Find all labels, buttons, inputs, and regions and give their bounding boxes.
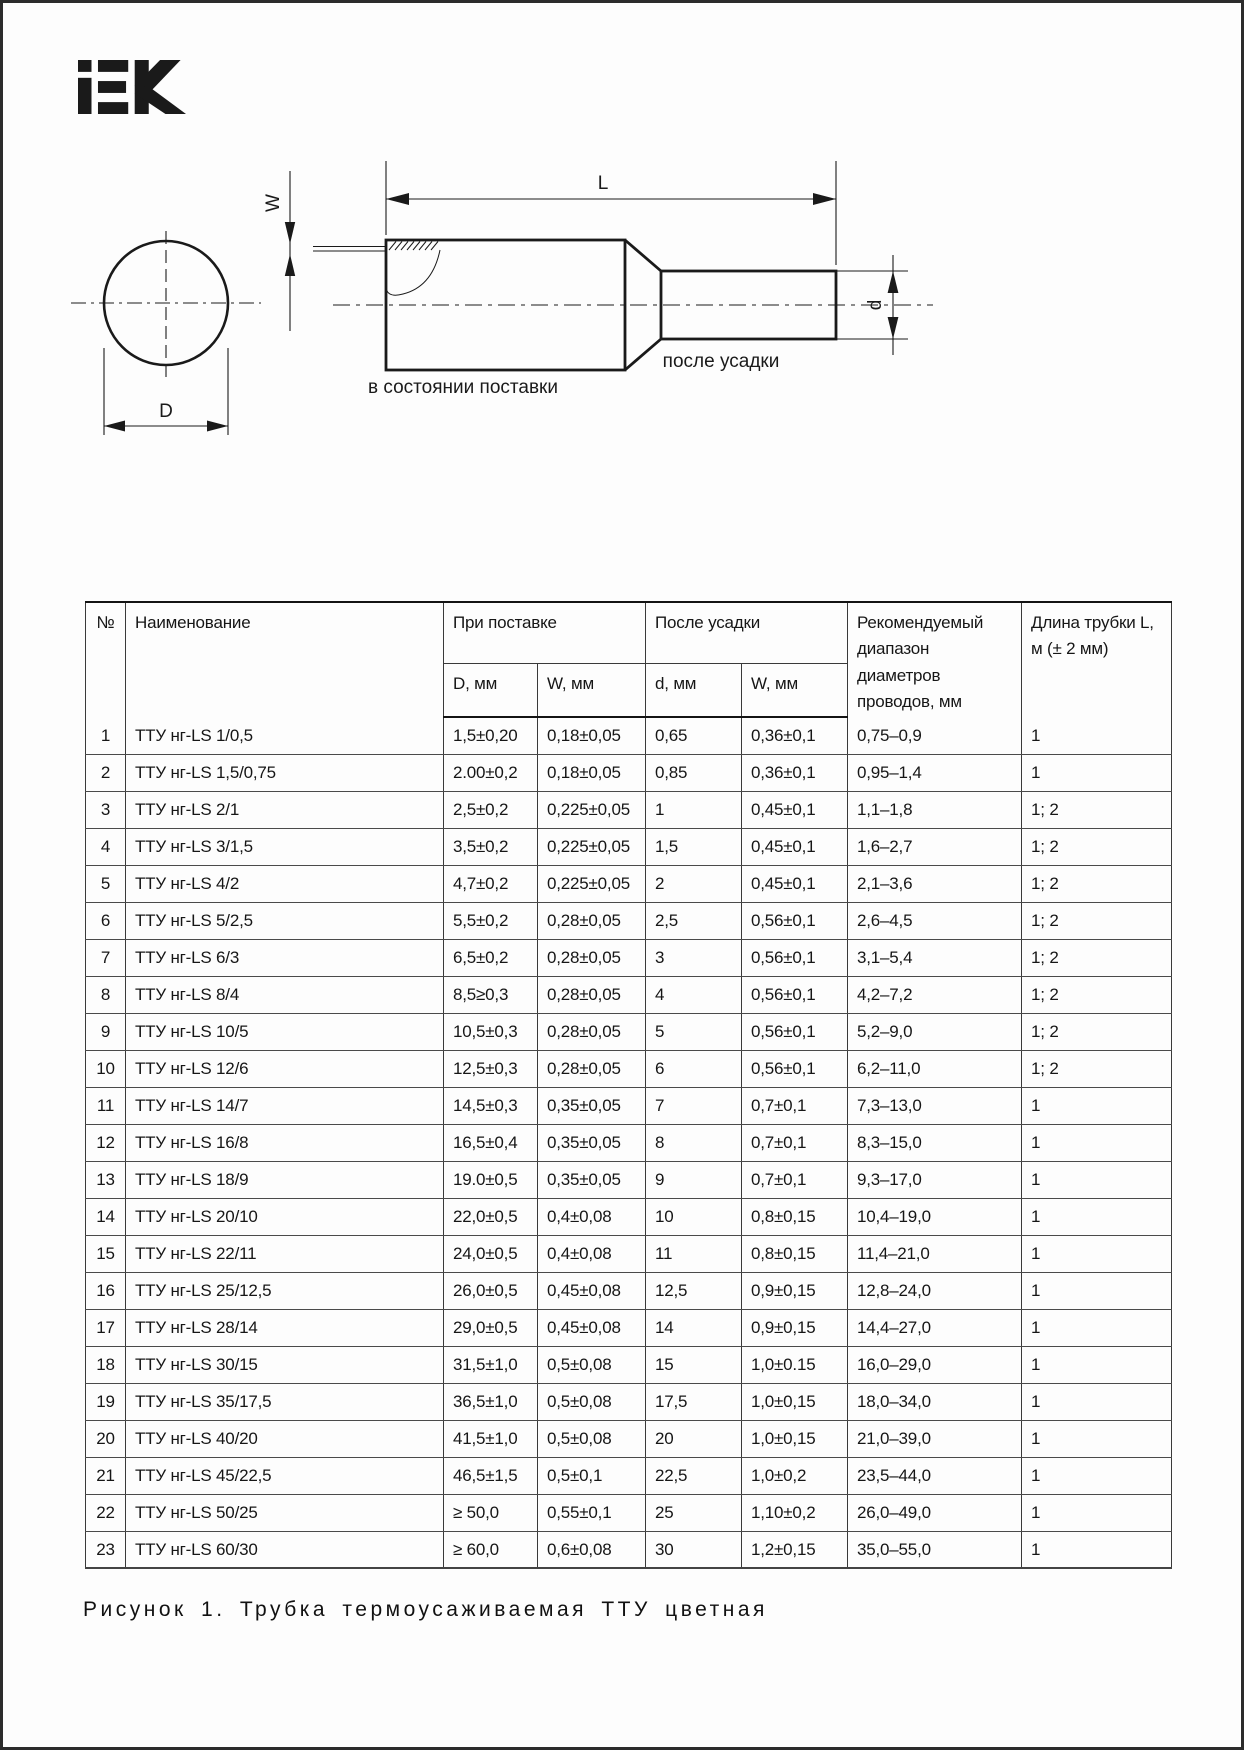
cell-d-after: 7 <box>646 1087 742 1124</box>
table-row <box>86 976 1172 1013</box>
cell-length: 1; 2 <box>1022 865 1172 902</box>
cell-D-supply: 41,5±1,0 <box>444 1420 538 1457</box>
cell-D-supply: 16,5±0,4 <box>444 1124 538 1161</box>
cell-W-supply: 0,28±0,05 <box>538 1050 646 1087</box>
cell-name: ТТУ нг-LS 22/11 <box>126 1235 444 1272</box>
cell-W-after: 0,8±0,15 <box>742 1198 848 1235</box>
arrowhead <box>207 421 228 432</box>
table-row <box>86 1383 1172 1420</box>
cell-W-supply: 0,4±0,08 <box>538 1198 646 1235</box>
cell-length: 1 <box>1022 1420 1172 1457</box>
cell-name: ТТУ нг-LS 5/2,5 <box>126 902 444 939</box>
cell-length: 1; 2 <box>1022 1013 1172 1050</box>
cell-d-after: 12,5 <box>646 1272 742 1309</box>
cell-W-supply: 0,18±0,05 <box>538 717 646 754</box>
cell-diameter-range: 2,6–4,5 <box>848 902 1022 939</box>
cell-diameter-range: 6,2–11,0 <box>848 1050 1022 1087</box>
cell-diameter-range: 21,0–39,0 <box>848 1420 1022 1457</box>
cell-diameter-range: 5,2–9,0 <box>848 1013 1022 1050</box>
cell-d-after: 4 <box>646 976 742 1013</box>
cell-diameter-range: 10,4–19,0 <box>848 1198 1022 1235</box>
table-row <box>86 902 1172 939</box>
cell-length: 1 <box>1022 1383 1172 1420</box>
cell-length: 1 <box>1022 754 1172 791</box>
cell-W-after: 1,0±0,15 <box>742 1420 848 1457</box>
cell-W-after: 0,56±0,1 <box>742 1013 848 1050</box>
cell-d-after: 8 <box>646 1124 742 1161</box>
cell-W-after: 0,8±0,15 <box>742 1235 848 1272</box>
cell-num: 18 <box>86 1346 126 1383</box>
cell-D-supply: 36,5±1,0 <box>444 1383 538 1420</box>
cell-diameter-range: 2,1–3,6 <box>848 865 1022 902</box>
cell-D-supply: 6,5±0,2 <box>444 939 538 976</box>
cell-W-supply: 0,28±0,05 <box>538 902 646 939</box>
cell-diameter-range: 1,6–2,7 <box>848 828 1022 865</box>
cell-W-after: 1,0±0,2 <box>742 1457 848 1494</box>
cell-W-supply: 0,4±0,08 <box>538 1235 646 1272</box>
cell-length: 1; 2 <box>1022 976 1172 1013</box>
table-row <box>86 1013 1172 1050</box>
cell-d-after: 6 <box>646 1050 742 1087</box>
table-row <box>86 865 1172 902</box>
cell-D-supply: 29,0±0,5 <box>444 1309 538 1346</box>
cell-W-after: 0,9±0,15 <box>742 1272 848 1309</box>
cell-length: 1 <box>1022 1087 1172 1124</box>
cell-num: 22 <box>86 1494 126 1531</box>
cell-d-after: 30 <box>646 1531 742 1568</box>
arrowhead <box>813 193 836 205</box>
cell-W-supply: 0,45±0,08 <box>538 1272 646 1309</box>
cell-W-supply: 0,18±0,05 <box>538 754 646 791</box>
cell-W-after: 0,56±0,1 <box>742 939 848 976</box>
table-row <box>86 717 1172 754</box>
cell-W-supply: 0,5±0,08 <box>538 1420 646 1457</box>
cell-D-supply: 22,0±0,5 <box>444 1198 538 1235</box>
cell-W-after: 0,56±0,1 <box>742 902 848 939</box>
cell-name: ТТУ нг-LS 28/14 <box>126 1309 444 1346</box>
cell-d-after: 20 <box>646 1420 742 1457</box>
cell-W-supply: 0,55±0,1 <box>538 1494 646 1531</box>
cell-length: 1 <box>1022 1531 1172 1568</box>
cell-W-after: 1,2±0,15 <box>742 1531 848 1568</box>
cell-W-supply: 0,28±0,05 <box>538 976 646 1013</box>
cell-D-supply: 5,5±0,2 <box>444 902 538 939</box>
cell-W-supply: 0,35±0,05 <box>538 1161 646 1198</box>
cell-length: 1; 2 <box>1022 939 1172 976</box>
cell-num: 5 <box>86 865 126 902</box>
cell-length: 1; 2 <box>1022 902 1172 939</box>
cell-D-supply: 2,5±0,2 <box>444 791 538 828</box>
cell-num: 14 <box>86 1198 126 1235</box>
cell-name: ТТУ нг-LS 18/9 <box>126 1161 444 1198</box>
cell-name: ТТУ нг-LS 20/10 <box>126 1198 444 1235</box>
table-row <box>86 939 1172 976</box>
cell-D-supply: 1,5±0,20 <box>444 717 538 754</box>
cell-D-supply: 4,7±0,2 <box>444 865 538 902</box>
table-row <box>86 754 1172 791</box>
cell-d-after: 5 <box>646 1013 742 1050</box>
header-W-after: W, мм <box>742 663 848 717</box>
header-name: Наименование <box>126 602 444 717</box>
table-row <box>86 1494 1172 1531</box>
table-row <box>86 1346 1172 1383</box>
cell-W-after: 0,45±0,1 <box>742 828 848 865</box>
cell-num: 1 <box>86 717 126 754</box>
table-row <box>86 1198 1172 1235</box>
arrowhead <box>888 271 899 293</box>
cell-W-supply: 0,225±0,05 <box>538 865 646 902</box>
cell-W-supply: 0,5±0,1 <box>538 1457 646 1494</box>
cell-num: 20 <box>86 1420 126 1457</box>
cell-D-supply: 19.0±0,5 <box>444 1161 538 1198</box>
cell-W-after: 0,56±0,1 <box>742 1050 848 1087</box>
cell-diameter-range: 12,8–24,0 <box>848 1272 1022 1309</box>
cell-D-supply: 2.00±0,2 <box>444 754 538 791</box>
header-W-supply: W, мм <box>538 663 646 717</box>
cell-length: 1 <box>1022 1161 1172 1198</box>
cell-W-supply: 0,6±0,08 <box>538 1531 646 1568</box>
cell-diameter-range: 18,0–34,0 <box>848 1383 1022 1420</box>
header-num: № <box>86 602 126 717</box>
cell-name: ТТУ нг-LS 8/4 <box>126 976 444 1013</box>
table-row <box>86 1124 1172 1161</box>
cell-d-after: 0,85 <box>646 754 742 791</box>
cell-d-after: 0,65 <box>646 717 742 754</box>
cell-diameter-range: 8,3–15,0 <box>848 1124 1022 1161</box>
arrowhead <box>386 193 409 205</box>
cell-length: 1 <box>1022 1457 1172 1494</box>
figure-caption: Рисунок 1. Трубка термоусаживаемая ТТУ цветная <box>83 1598 768 1621</box>
cell-W-supply: 0,35±0,05 <box>538 1087 646 1124</box>
cell-length: 1 <box>1022 1272 1172 1309</box>
cell-d-after: 17,5 <box>646 1383 742 1420</box>
cell-diameter-range: 9,3–17,0 <box>848 1161 1022 1198</box>
cell-num: 4 <box>86 828 126 865</box>
cell-name: ТТУ нг-LS 40/20 <box>126 1420 444 1457</box>
cell-W-supply: 0,28±0,05 <box>538 1013 646 1050</box>
iek-logo <box>78 50 186 124</box>
cell-D-supply: 10,5±0,3 <box>444 1013 538 1050</box>
table-row <box>86 1272 1172 1309</box>
cell-d-after: 22,5 <box>646 1457 742 1494</box>
cell-num: 13 <box>86 1161 126 1198</box>
header-after-shrink: После усадки <box>646 602 848 663</box>
cell-W-supply: 0,28±0,05 <box>538 939 646 976</box>
spec-table <box>85 601 1172 1569</box>
cell-W-after: 0,7±0,1 <box>742 1087 848 1124</box>
cell-W-after: 1,0±0,15 <box>742 1383 848 1420</box>
cell-num: 10 <box>86 1050 126 1087</box>
cell-length: 1 <box>1022 1494 1172 1531</box>
cell-W-supply: 0,45±0,08 <box>538 1309 646 1346</box>
cell-D-supply: ≥ 60,0 <box>444 1531 538 1568</box>
cell-W-after: 0,36±0,1 <box>742 717 848 754</box>
cell-diameter-range: 0,95–1,4 <box>848 754 1022 791</box>
cell-length: 1; 2 <box>1022 791 1172 828</box>
dimension-drawing <box>3 143 1244 483</box>
cell-D-supply: 31,5±1,0 <box>444 1346 538 1383</box>
cell-name: ТТУ нг-LS 1/0,5 <box>126 717 444 754</box>
l-extension-lines <box>386 161 836 265</box>
cell-W-after: 0,9±0,15 <box>742 1309 848 1346</box>
cell-num: 23 <box>86 1531 126 1568</box>
table-row <box>86 1457 1172 1494</box>
label-D: D <box>159 401 173 422</box>
header-tube-length: Длина трубки L, м (± 2 мм) <box>1022 602 1172 717</box>
cell-d-after: 11 <box>646 1235 742 1272</box>
table-row <box>86 1161 1172 1198</box>
cell-diameter-range: 35,0–55,0 <box>848 1531 1022 1568</box>
cell-d-after: 15 <box>646 1346 742 1383</box>
label-d: d <box>865 299 886 311</box>
cell-name: ТТУ нг-LS 1,5/0,75 <box>126 754 444 791</box>
label-supply-state: в состоянии поставки <box>368 377 558 398</box>
header-at-supply: При поставке <box>444 602 646 663</box>
cell-length: 1; 2 <box>1022 1050 1172 1087</box>
cell-d-after: 2 <box>646 865 742 902</box>
cell-num: 3 <box>86 791 126 828</box>
cell-D-supply: 3,5±0,2 <box>444 828 538 865</box>
cell-name: ТТУ нг-LS 50/25 <box>126 1494 444 1531</box>
cell-length: 1 <box>1022 1346 1172 1383</box>
cell-name: ТТУ нг-LS 30/15 <box>126 1346 444 1383</box>
cell-diameter-range: 11,4–21,0 <box>848 1235 1022 1272</box>
cell-num: 6 <box>86 902 126 939</box>
cell-num: 8 <box>86 976 126 1013</box>
label-after-shrink: после усадки <box>662 351 780 372</box>
cell-num: 16 <box>86 1272 126 1309</box>
cell-W-after: 0,45±0,1 <box>742 791 848 828</box>
cell-W-after: 1,0±0.15 <box>742 1346 848 1383</box>
cell-name: ТТУ нг-LS 14/7 <box>126 1087 444 1124</box>
cell-diameter-range: 3,1–5,4 <box>848 939 1022 976</box>
cell-D-supply: 8,5≥0,3 <box>444 976 538 1013</box>
cell-length: 1; 2 <box>1022 828 1172 865</box>
cell-name: ТТУ нг-LS 10/5 <box>126 1013 444 1050</box>
cell-W-after: 1,10±0,2 <box>742 1494 848 1531</box>
cell-D-supply: 14,5±0,3 <box>444 1087 538 1124</box>
cell-diameter-range: 16,0–29,0 <box>848 1346 1022 1383</box>
cell-num: 21 <box>86 1457 126 1494</box>
cell-length: 1 <box>1022 1124 1172 1161</box>
cell-length: 1 <box>1022 1235 1172 1272</box>
table-row <box>86 1309 1172 1346</box>
label-L: L <box>597 173 609 194</box>
table-body <box>86 717 1172 1568</box>
cell-name: ТТУ нг-LS 2/1 <box>126 791 444 828</box>
table-row <box>86 1050 1172 1087</box>
table-row <box>86 1087 1172 1124</box>
table-row <box>86 791 1172 828</box>
header-diameter-range: Рекомендуемый диапазон диаметров проводов, мм <box>848 602 1022 717</box>
cell-d-after: 9 <box>646 1161 742 1198</box>
cell-length: 1 <box>1022 1198 1172 1235</box>
arrowhead <box>285 222 295 244</box>
cell-length: 1 <box>1022 1309 1172 1346</box>
cell-name: ТТУ нг-LS 45/22,5 <box>126 1457 444 1494</box>
wall-lines <box>313 247 386 252</box>
arrowhead <box>888 317 899 339</box>
cell-num: 9 <box>86 1013 126 1050</box>
table-row <box>86 1235 1172 1272</box>
label-W: W <box>263 194 284 212</box>
cell-d-after: 3 <box>646 939 742 976</box>
cell-W-supply: 0,225±0,05 <box>538 791 646 828</box>
cell-W-supply: 0,5±0,08 <box>538 1383 646 1420</box>
cell-diameter-range: 7,3–13,0 <box>848 1087 1022 1124</box>
cell-D-supply: 12,5±0,3 <box>444 1050 538 1087</box>
cell-diameter-range: 23,5–44,0 <box>848 1457 1022 1494</box>
arrowhead <box>285 254 295 276</box>
cell-name: ТТУ нг-LS 16/8 <box>126 1124 444 1161</box>
cell-name: ТТУ нг-LS 4/2 <box>126 865 444 902</box>
cell-num: 11 <box>86 1087 126 1124</box>
cell-name: ТТУ нг-LS 12/6 <box>126 1050 444 1087</box>
cell-num: 12 <box>86 1124 126 1161</box>
cell-W-supply: 0,35±0,05 <box>538 1124 646 1161</box>
table-row <box>86 828 1172 865</box>
cell-D-supply: ≥ 50,0 <box>444 1494 538 1531</box>
cell-d-after: 1,5 <box>646 828 742 865</box>
table-row <box>86 1531 1172 1568</box>
cell-D-supply: 26,0±0,5 <box>444 1272 538 1309</box>
cell-diameter-range: 1,1–1,8 <box>848 791 1022 828</box>
cell-d-after: 10 <box>646 1198 742 1235</box>
cell-name: ТТУ нг-LS 6/3 <box>126 939 444 976</box>
cell-W-after: 0,36±0,1 <box>742 754 848 791</box>
cell-num: 2 <box>86 754 126 791</box>
cutaway-curve <box>387 250 441 295</box>
cell-W-after: 0,7±0,1 <box>742 1124 848 1161</box>
cell-name: ТТУ нг-LS 60/30 <box>126 1531 444 1568</box>
table-row <box>86 1420 1172 1457</box>
cell-name: ТТУ нг-LS 3/1,5 <box>126 828 444 865</box>
cell-W-after: 0,56±0,1 <box>742 976 848 1013</box>
wall-hatching <box>389 242 438 251</box>
cell-d-after: 14 <box>646 1309 742 1346</box>
cell-num: 15 <box>86 1235 126 1272</box>
cell-d-after: 2,5 <box>646 902 742 939</box>
cell-diameter-range: 4,2–7,2 <box>848 976 1022 1013</box>
header-d-after: d, мм <box>646 663 742 717</box>
cell-W-after: 0,7±0,1 <box>742 1161 848 1198</box>
cell-D-supply: 24,0±0,5 <box>444 1235 538 1272</box>
cell-W-supply: 0,5±0,08 <box>538 1346 646 1383</box>
cell-name: ТТУ нг-LS 25/12,5 <box>126 1272 444 1309</box>
cell-d-after: 25 <box>646 1494 742 1531</box>
cell-num: 19 <box>86 1383 126 1420</box>
cell-diameter-range: 26,0–49,0 <box>848 1494 1022 1531</box>
header-D-supply: D, мм <box>444 663 538 717</box>
cell-num: 17 <box>86 1309 126 1346</box>
cell-name: ТТУ нг-LS 35/17,5 <box>126 1383 444 1420</box>
cell-num: 7 <box>86 939 126 976</box>
cell-D-supply: 46,5±1,5 <box>444 1457 538 1494</box>
arrowhead <box>104 421 125 432</box>
cell-W-supply: 0,225±0,05 <box>538 828 646 865</box>
cell-diameter-range: 0,75–0,9 <box>848 717 1022 754</box>
cell-diameter-range: 14,4–27,0 <box>848 1309 1022 1346</box>
cell-d-after: 1 <box>646 791 742 828</box>
cell-W-after: 0,45±0,1 <box>742 865 848 902</box>
cell-length: 1 <box>1022 717 1172 754</box>
